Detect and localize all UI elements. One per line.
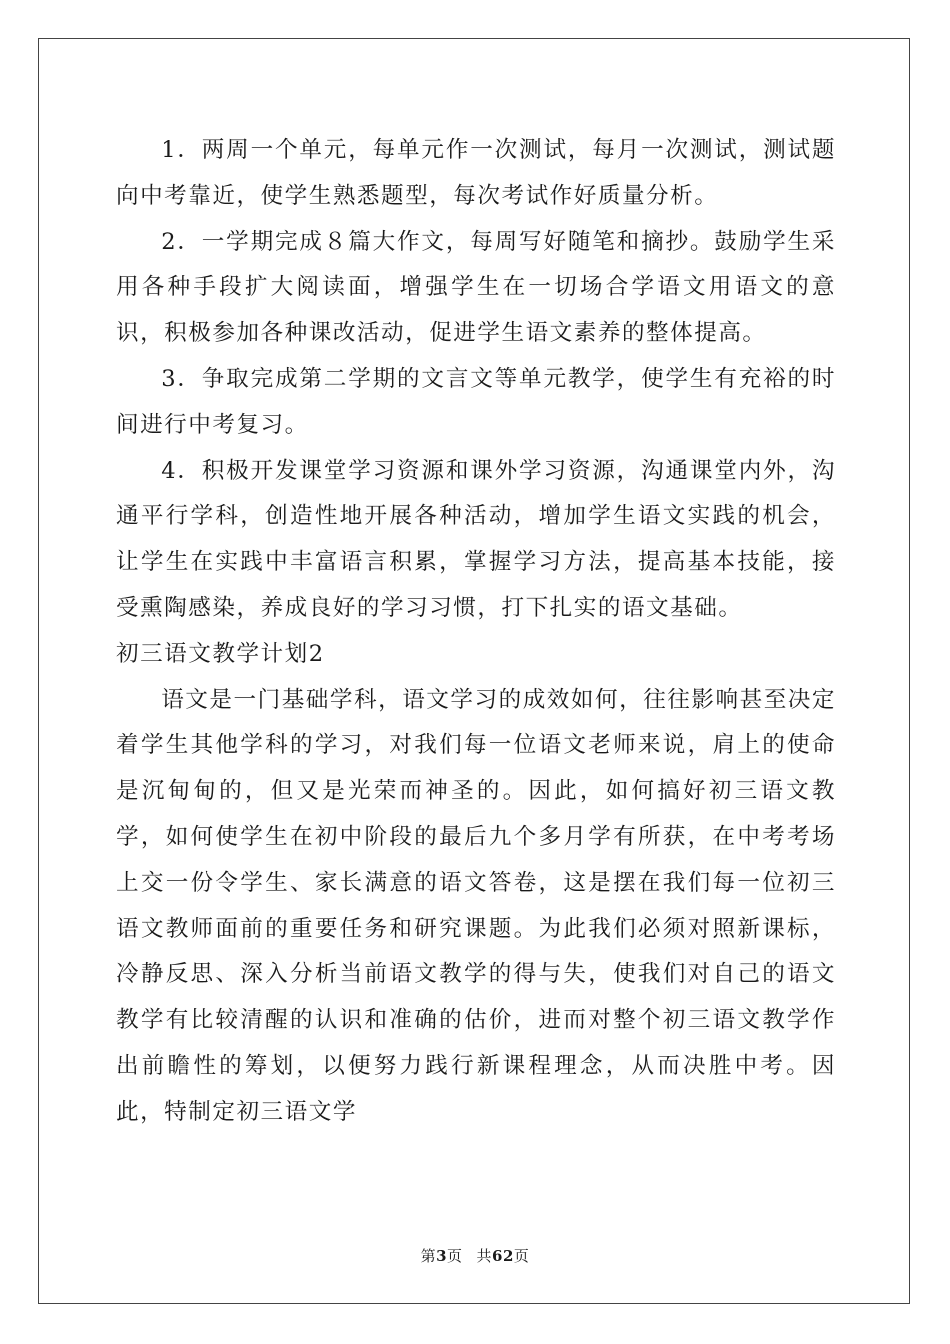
total-prefix: 共 xyxy=(476,1247,493,1265)
paragraph-item-1: 1．两周一个单元，每单元作一次测试，每月一次测试，测试题向中考靠近，使学生熟悉题型，每次考试作好质量分析。 xyxy=(116,137,836,209)
total-suffix: 页 xyxy=(513,1247,530,1265)
document-body xyxy=(116,128,836,1136)
page-prefix: 第 xyxy=(420,1247,437,1265)
section-paragraph: 语文是一门基础学科，语文学习的成效如何，往往影响甚至决定着学生其他学科的学习，对我们每一位语文老师来说，肩上的使命是沉甸甸的，但又是光荣而神圣的。因此，如何搞好初三语文教学，如何使学生在初中阶段的最后九个多月学有所获，在中考考场上交一份令学生、家长满意的语文答卷，这是摆在我们每一位初三语文教师面前的重要任务和研究课题。为此我们必须对照新课标，冷静反思、深入分析当前语文教学的得与失，使我们对自己的语文教学有比较清醒的认识和准确的估价，进而对整个初三语文教学作出前瞻性的筹划，以便努力践行新课程理念，从而决胜中考。因此，特制定初三语文学 xyxy=(116,686,836,1125)
paragraph-item-4: 4．积极开发课堂学习资源和课外学习资源，沟通课堂内外，沟通平行学科，创造性地开展各种活动，增加学生语文实践的机会，让学生在实践中丰富语言积累，掌握学习方法，提高基本技能，接受熏陶感染，养成良好的学习习惯，打下扎实的语文基础。 xyxy=(116,457,836,621)
page-current-number: 3 xyxy=(436,1247,448,1265)
page-suffix: 页 xyxy=(447,1247,463,1265)
section-heading: 初三语文教学计划2 xyxy=(116,640,325,667)
page-total-number: 62 xyxy=(492,1247,514,1265)
page-footer xyxy=(0,1245,950,1266)
paragraph-item-3: 3．争取完成第二学期的文言文等单元教学，使学生有充裕的时间进行中考复习。 xyxy=(116,365,836,438)
paragraph-item-2: 2．一学期完成８篇大作文，每周写好随笔和摘抄。鼓励学生采用各种手段扩大阅读面，增强学生在一切场合学语文用语文的意识，积极参加各种课改活动，促进学生语文素养的整体提高。 xyxy=(116,228,836,347)
